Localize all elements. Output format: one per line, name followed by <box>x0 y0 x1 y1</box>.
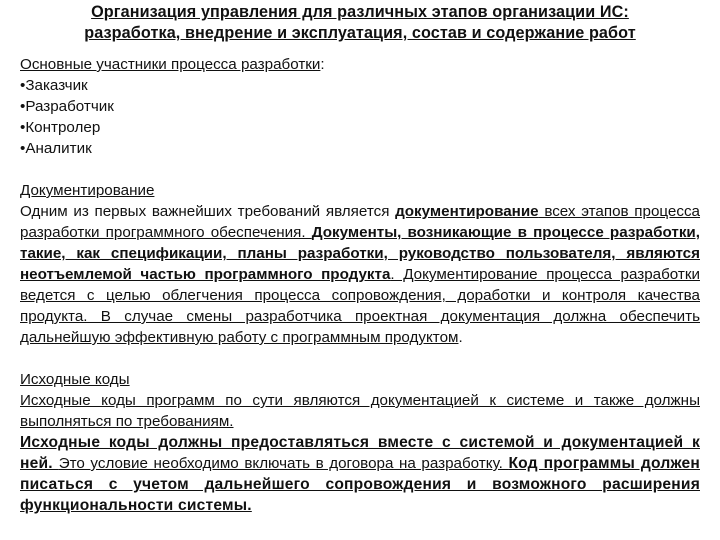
spacer <box>20 159 700 180</box>
list-item <box>20 117 700 138</box>
src-text-3: Код программы должен писаться с учетом дальнейшего сопровождения и возможного расширения функциональности системы. <box>20 455 700 514</box>
participants-heading-row <box>20 54 700 75</box>
src-text-2: Это условие необходимо включать в договора на разработку. <box>58 455 509 472</box>
list-item-label: Аналитик <box>25 140 92 157</box>
documentation-heading: Документирование <box>20 182 155 199</box>
participants-heading: Основные участники процесса разработки <box>20 56 321 73</box>
list-item-label: Разработчик <box>25 98 114 115</box>
src-text-1: Исходные коды должны предоставляться вместе с системой и документацией к ней. <box>20 434 700 472</box>
list-item <box>20 96 700 117</box>
participants-section <box>20 54 700 159</box>
doc-text-1: Одним из первых важнейших требований является <box>20 203 396 220</box>
doc-text-6: . <box>458 329 463 346</box>
source-codes-paragraph-2 <box>20 432 700 516</box>
documentation-section <box>20 180 700 348</box>
doc-text-4: Документы, возникающие в процессе разработки, такие, как спецификации, планы разработки, руководство пользователя, являются неотъемлемой частью программного продукта <box>20 224 700 283</box>
source-codes-heading: Исходные коды <box>20 371 130 388</box>
documentation-paragraph <box>20 201 700 348</box>
list-item <box>20 75 700 96</box>
list-item-label: Заказчик <box>25 77 88 94</box>
participants-colon: : <box>320 56 325 73</box>
doc-text-2: документирование <box>395 203 539 220</box>
page-title <box>20 2 700 44</box>
spacer <box>20 348 700 369</box>
source-codes-section <box>20 369 700 516</box>
title-line-1: Организация управления для различных этапов организации ИС: <box>91 3 629 21</box>
list-item <box>20 138 700 159</box>
source-codes-paragraph-1: Исходные коды программ по сути являются документацией к системе и также должны выполняться по требованиям. <box>20 392 700 430</box>
list-item-label: Контролер <box>25 119 101 136</box>
doc-text-5: . Документирование процесса разработки ведется с целью облегчения процесса сопровождения, доработки и контроля качества продукта. В случае смены разработчика проектная документация должна обеспечить дальнейшую эффективную работу с программным продуктом <box>20 266 700 346</box>
doc-text-3: всех этапов процесса разработки программного обеспечения. <box>20 203 701 241</box>
participants-list <box>20 75 700 159</box>
title-line-2: разработка, внедрение и эксплуатация, состав и содержание работ <box>84 24 636 42</box>
